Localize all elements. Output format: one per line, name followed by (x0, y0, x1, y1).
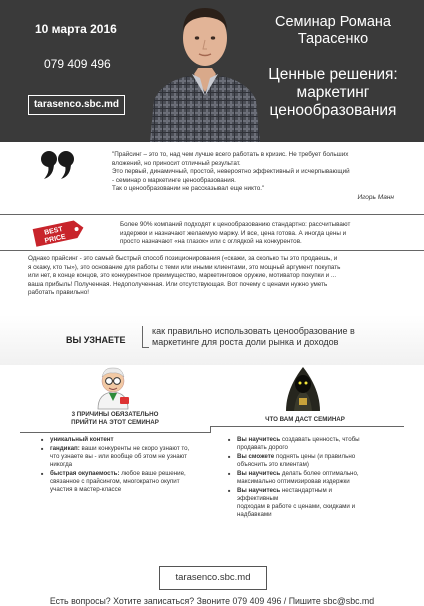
quote-author: Игорь Манн (357, 194, 394, 201)
seminar-subtitle-line: Ценные решения: (268, 66, 398, 83)
list-item-text: связанное с прайсингом, многократно окупит (50, 478, 180, 486)
list-item-text: создавать ценность, чтобы (280, 436, 360, 443)
list-item-bold: уникальный контент (50, 436, 114, 443)
list-item (228, 487, 368, 520)
reasons-heading (60, 411, 170, 427)
list-item-bold: Вы сможете (237, 452, 275, 460)
column-divider-left (20, 432, 210, 433)
list-item-text: продавать дорого (237, 444, 288, 452)
speaker-portrait (150, 0, 260, 142)
tag-text-price: PRICE (44, 233, 67, 245)
seminar-title-line: Тарасенко (297, 31, 369, 47)
list-item-text: максимально оптимизировав издержки (237, 478, 350, 486)
list-item-bold: Вы научитесь (237, 436, 281, 443)
footer-site-link[interactable]: tarasenco.sbc.md (159, 566, 267, 590)
seminar-title-line: Семинар Романа (275, 14, 391, 30)
footer-contact: Есть вопросы? Хотите записаться? Звоните 079 409 496 / Пишите sbc@sbc.md (49, 596, 375, 606)
list-item-text: делать более оптимально, (280, 469, 359, 477)
list-item-text: любое ваше решение, (119, 469, 186, 477)
learn-line: маркетинге для роста доли рынка и доходов (152, 337, 339, 347)
list-item (41, 445, 216, 470)
list-item-bold: Вы научитесь (237, 486, 281, 494)
list-item-bold: гандикап: (50, 444, 80, 452)
header-site-link[interactable]: tarasenco.sbc.md (28, 95, 125, 115)
band-line: издержки и назначают желаемую маржу. И все, цена готова. А иногда цены и (120, 229, 347, 237)
quote-line: - семинар о маркетинге ценообразования. (112, 176, 236, 184)
list-item-bold: Вы научитесь (237, 469, 281, 477)
quote-line: "Прайсинг – это то, над чем лучше всего работать в кризис. Не требует больших (112, 151, 349, 158)
pricing-line: ваша прибыль! Полученная. Недополученная. Или отсутствующая. Вот почему с ценами нужно уметь (28, 280, 328, 288)
header-banner (0, 0, 424, 142)
doctor-icon (90, 363, 136, 409)
pricing-paragraph (28, 255, 398, 298)
list-item (41, 470, 216, 495)
learn-divider (142, 326, 149, 348)
column-divider-vertical (210, 426, 211, 433)
reasons-heading-line: ПРИЙТИ НА ЭТОТ СЕМИНАР (71, 419, 159, 426)
list-item-text: поднять цены (и правильно (274, 452, 356, 460)
benefits-list (228, 436, 368, 520)
pricing-line: работать правильно! (28, 289, 90, 297)
learn-title: ВЫ УЗНАЕТЕ (66, 335, 126, 345)
list-item (228, 453, 368, 469)
quote-line: Так о ценообразовании не рассказывал еще никто." (112, 185, 265, 193)
hooded-figure-icon (280, 363, 326, 411)
list-item-text: что узнаете вы - или вообще об этом не узнают (50, 452, 188, 460)
band-line: Более 90% компаний подходят к ценообразованию стандартно: рассчитывают (120, 221, 351, 228)
list-item (228, 436, 368, 452)
list-item-bold: быстрая окупаемость: (50, 469, 120, 477)
quote-text (112, 151, 412, 194)
seminar-date: 10 марта 2016 (35, 22, 117, 36)
best-price-text (120, 221, 410, 247)
learn-line: как правильно использовать ценообразование в (152, 326, 355, 336)
learn-text (152, 326, 412, 348)
seminar-subtitle-line: ценообразования (269, 102, 397, 119)
list-item (228, 470, 368, 486)
list-item-text: надбавками (237, 511, 272, 519)
quote-icon (40, 150, 76, 180)
band-line: просто назначают «на глазок» или с оглядкой на конкурентов. (120, 238, 302, 246)
header-phone: 079 409 496 (44, 57, 111, 71)
seminar-title (248, 14, 418, 48)
list-item-text: никогда (50, 461, 73, 469)
tag-text-best: BEST (43, 226, 64, 237)
list-item-text: ваши конкуренты не скоро узнают то, (79, 444, 190, 452)
pricing-line: Однако прайсинг - это самый быстрый способ позиционирования («скажи, за сколько ты это продаешь, и (28, 255, 338, 262)
quote-line: Это первый, динамичный, простой, невероятно эффективный и исчерпывающий (112, 168, 350, 176)
pricing-line: или нет, в конце концов, это конкурентное преимущество, маркетинговое оружие, мотиватор покупки и ... (28, 272, 337, 280)
best-price-tag-icon (30, 218, 86, 248)
seminar-subtitle-line: маркетинг (296, 84, 370, 101)
list-item-text: объяснить это клиентам) (237, 461, 309, 469)
quote-line: вложений, но приносит отличный результат. (112, 159, 241, 167)
list-item-text: нестандартным и эффективным (237, 486, 332, 502)
list-item (41, 436, 216, 444)
seminar-subtitle (248, 66, 418, 120)
reasons-list (41, 436, 216, 495)
column-divider-right (210, 426, 404, 427)
list-item-text: подходам в работе с ценами, скидками и (237, 503, 356, 511)
benefits-heading: ЧТО ВАМ ДАСТ СЕМИНАР (265, 416, 345, 423)
list-item-text: участия в мастер-классе (50, 486, 122, 494)
pricing-line: я скажу, кто ты»), это основание для работы с теми или иными клиентами, это мощный аргумент покупать (28, 263, 341, 271)
reasons-heading-line: 3 ПРИЧИНЫ ОБЯЗАТЕЛЬНО (71, 411, 159, 418)
